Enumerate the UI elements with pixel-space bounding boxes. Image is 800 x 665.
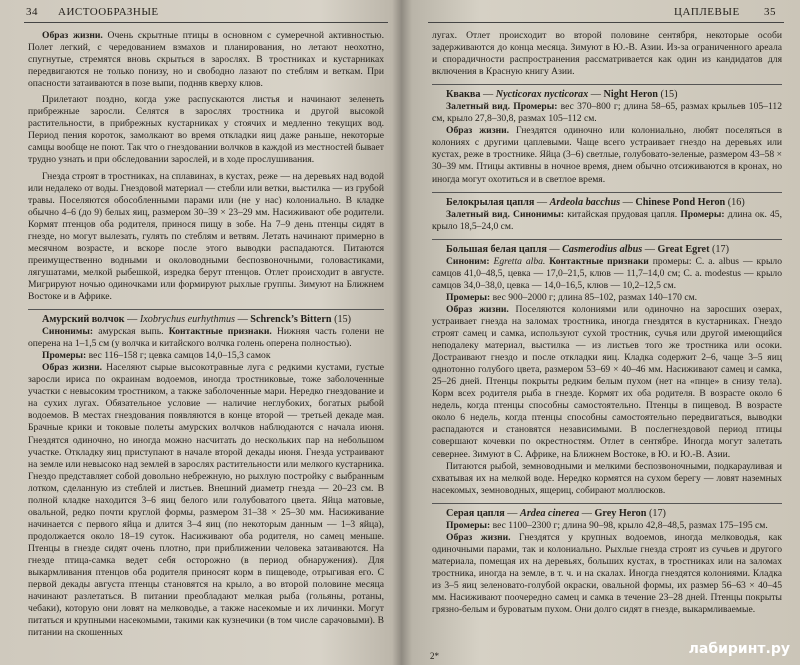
section-divider	[28, 309, 384, 310]
nesting-paragraph: Гнезда строят в тростниках, на сплавинах, в кустах, реже — на деревьях над водой или недалеко от воды. Гнездовой материал — стебли или ветки, выстилка — из грубой травы. Поселяются обособленными парами или (не у нас) колониально. В кладке обычно 4–6 (до 9) белых яиц, размером 30–39 × 23–29 мм. Насиживают обе родители. Кормят птенцов оба родителя, принося пищу в зобе. На 7–9 день птенцы сидят в гнезде, но могут вылезать, гулять по стеблям и ветвям. Летать начинают примерно в месячном возрасте, и вскоре после этого выводки распадаются. Питаются преимущественно водными и околоводными беспозвоночными, головастиками, лягушатами, мелкой рыбешкой, изредка берут птенцов. Отлет происходит в августе. Мигрируют ночью одиночками или формируют рыхлые группы. Зимуют на Ближнем Востоке и в Африке.	[28, 170, 384, 302]
species-name-ru: Кваква	[446, 89, 481, 101]
species-name-en: Great Egret	[657, 243, 710, 255]
lifestyle-text: Гнездятся одиночно или колониально, любят поселяться в колониях с другими цаплевыми. Чаще всего устраивает гнездо на деревьях или кустах, реже в тростнике. Яйца (3–6) светлые, голубовато-зеленые, размером 43–58 × 30–39 мм. Птицы активны в ночное время, днем обычно отсиживаются в кронах, но иногда могут охотиться и в светлое время.	[432, 125, 782, 185]
species-name-en: Chinese Pond Heron	[635, 196, 726, 208]
species-name-latin: Ixobrychus eurhythmus	[139, 314, 236, 326]
lifestyle-text-2: Населяют сырые высокотравные луга с редкими кустами, густые заросли ириса по окраинам водоемов, иногда тростниковые, тоже заболоченные участки с невысоким тростником, а также заболоченные мари. Нередко гнездование и на сухих лугах. Обязательное условие — наличие неглубоких, богатых рыбой водоемов. В местах гнездования появляются в конце второй — третьей декаде мая. Брачные крики и токовые полеты амурских волчков наблюдаются с начала июня. Гнездятся одиночно, но иногда можно насчитать до нескольких пар на небольшом участке. Откладку яиц приступают в начале второй декады июня. Гнезда устраивают на земле или невысоко над землей в зарослях растительности или мелкого кустарника. Гнездо представляет собой довольно небрежную, но рыхлую постройку с выбранным лотком, сделанную из стеблей и листьев. Внешний диаметр гнезда — 20–23 см. В полной кладке находится 3–6 яиц белого или голубоватого цвета. Яйца матовые, овальной, редко почти круглой формы, размером 31–38 × 25–30 мм. Насиживание начинается с первого яйца и длится 3–4 яиц (по некоторым данным — 1–3 яйца), продолжается около 18–19 суток. Насиживают оба родителя, но самец меньше. Птенцы в гнезде сидят очень плотно, при приближении человека затаиваются. На гнезде птица-самка ведет себя осторожно (в период обнаружения). Для выкармливания птенцов оба родителя приносят корм в пищеводе, отрыгивая его. С первой декады августа птенцы становятся на крыло, а во второй половине месяца начинают разлетаться. В питании преобладают мелкая рыба (гольяны, ротаны, чебаки), которую они ловят на мелководье, а также насекомые и их личинки. Могут питаться и крупными насекомыми, такими как кузнечики (в том числе сарачовыми). В питании на скошенных	[28, 362, 384, 639]
section-divider	[432, 239, 782, 240]
features-text: промеры: C. a. albus — крыло самцов 41,0–48,5, цевка — 17,0–21,5, клюв — 11,7–14,0 см; C. a. modestus — крыло самцов 34,0–38,0, цевка — 14,0–16,5, клюв — 10,2–12,5 см.	[432, 255, 783, 291]
signature-mark: 2*	[430, 651, 439, 661]
features-text: Нижняя часть голени не оперена на 1–1,5 см (у волчка и китайского волчка голень оперена полностью).	[28, 326, 384, 350]
species-name-en: Schrenck’s Bittern	[250, 314, 332, 326]
status-label: Залетный вид. Промеры:	[446, 101, 558, 113]
lifestyle-label: Образ жизни.	[446, 531, 511, 543]
right-column	[432, 30, 782, 616]
lifestyle-text: Гнездятся у крупных водоемов, иногда мелководья, как одиночными парами, так и колониально. Рыхлые гнезда строят из сучьев и другого материала, помещая их на деревьях, больших кустах, в тростниках или на заломах тростника, иногда на земле, в т. ч. и на скалах. Иногда гнездятся колониями. Кладка из 3–5 яиц зеленовато-голубой окраски, овальной формы, их размер 56–63 × 40–45 мм. Насиживают поочередно самец и самка в течение 23–28 дней. Птенцы покрыты грязно-белым и буроватым пухом. Они долго сидят в гнезде, выкармливаемые.	[432, 531, 782, 616]
species-name-ru: Большая белая цапля	[446, 243, 547, 255]
species-heading: Кваква — Nycticorax nycticorax — Night Heron (15)	[446, 89, 678, 101]
species-heading: Амурский волчок — Ixobrychus eurhythmus — Schrenck’s Bittern (15)	[42, 314, 352, 326]
running-head-right: ЦАПЛЕВЫЕ	[674, 6, 740, 18]
lifestyle-label: Образ жизни.	[42, 30, 103, 41]
species-plate-number: (17)	[712, 243, 729, 255]
measurements-label: Промеры:	[446, 519, 491, 531]
watermark-logo: лабиринт.ру	[688, 641, 790, 657]
species-name-ru: Амурский волчок	[42, 314, 125, 326]
synonyms-text: китайская прудовая цапля.	[564, 208, 678, 220]
measurements-label: Промеры:	[42, 350, 87, 362]
measurements-label: Промеры:	[446, 291, 491, 303]
species-name-en: Grey Heron	[594, 507, 647, 519]
species-name-en: Night Heron	[603, 89, 658, 101]
measurements-text: вес 370–800 г; длина 58–65, размах крыльев 105–112 см, крыло 27,8–30,8, размах 105–112 см.	[432, 101, 782, 125]
lifestyle-label: Образ жизни.	[446, 125, 510, 137]
species-name-latin: Nycticorax nycticorax	[495, 89, 589, 101]
species-name-latin: Ardea cinerea	[520, 507, 580, 519]
species-heading: Большая белая цапля — Casmerodius albus — Great Egret (17)	[446, 243, 729, 255]
right-page	[412, 0, 800, 665]
page-number-left: 34	[26, 6, 38, 18]
features-label: Контактные признаки	[545, 255, 649, 267]
lifestyle-label-2: Образ жизни.	[42, 362, 103, 374]
lifestyle-text: Очень скрытные птицы в основном с сумеречной активностью. Полет легкий, с чередованием взмахов и планирования, но летают неохотно, спугнутые, стремятся вновь скрыться в зарослях. В тростниках и кустарниках передвигаются не только понизу, но и свободно лазают по стеблям и веткам. При опасности затаиваются в позе выпи, подняв кверху клюв.	[28, 30, 384, 90]
synonyms-text: амурская выпь.	[93, 326, 164, 338]
lifestyle-label: Образ жизни.	[446, 303, 509, 315]
page-number-right: 35	[764, 6, 776, 18]
features-label: Контактные признаки.	[168, 326, 272, 338]
synonyms-label: Синонимы:	[42, 326, 94, 338]
diet-paragraph: Питаются рыбой, земноводными и мелкими беспозвоночными, подкарауливая и схватывая их на мелкой воде. Нередко кормятся на сухом берегу — ловят наземных насекомых, земноводных, ящериц, собирают моллюсков.	[432, 460, 782, 496]
measurements-label: Промеры:	[677, 208, 725, 220]
measurements-text: длина ок. 45, крыло 18,5–24,0 см.	[432, 208, 782, 232]
species-name-ru: Белокрылая цапля	[446, 196, 535, 208]
continued-paragraph: лугах. Отлет происходит во второй половине сентября, некоторые особи задерживаются до конца месяца. Зимуют в Ю.-В. Азии. Из-за ограниченного ареала и спорадичности распространения рассматривается как один из кандидатов для включения в Красную книгу Азии.	[432, 30, 782, 78]
species-name-latin: Casmerodius albus	[562, 243, 643, 255]
synonyms-label: Синоним:	[446, 255, 490, 267]
species-plate-number: (16)	[727, 196, 745, 208]
species-plate-number: (15)	[334, 314, 352, 326]
species-heading: Белокрылая цапля — Ardeola bacchus — Chinese Pond Heron (16)	[446, 196, 745, 208]
section-divider	[432, 84, 782, 85]
species-heading: Серая цапля — Ardea cinerea — Grey Heron (17)	[446, 507, 666, 519]
species-name-latin: Ardeola bacchus	[549, 196, 621, 208]
header-rule-right	[428, 22, 784, 23]
arrival-paragraph: Прилетают поздно, когда уже распускаются листья и начинают зеленеть прибрежные заросли. Селятся в зарослях тростника и другой высокой растительности, в прибрежных кустарниках у стоячих и медленно текущих вод. Период пения короток, замолкают во время откладки яиц даже раньше, некоторые самцы вообще не поют. Так что о гнездовании волчков в каждой из местностей бывает трудно узнать и при обследовании зарослей, и в ходе прослушивания.	[28, 94, 384, 166]
species-plate-number: (17)	[648, 507, 666, 519]
section-divider	[432, 503, 782, 504]
section-divider	[432, 192, 782, 193]
synonyms-text: Egretta alba.	[489, 255, 546, 267]
status-label: Залетный вид. Синонимы:	[446, 208, 565, 220]
running-head-left: АИСТООБРАЗНЫЕ	[58, 6, 159, 18]
measurements-text: вес 900–2000 г; длина 85–102, размах 140–170 см.	[490, 291, 698, 303]
species-name-ru: Серая цапля	[446, 507, 505, 519]
left-column	[28, 30, 384, 639]
header-rule-left	[24, 22, 388, 23]
measurements-text: вес 1100–2300 г; длина 90–98, крыло 42,8–48,5, размах 175–195 см.	[490, 519, 768, 531]
species-plate-number: (15)	[660, 89, 678, 101]
measurements-text: вес 116–158 г; цевка самцов 14,0–15,3 самок	[86, 350, 271, 362]
lifestyle-text: Поселяются колониями или одиночно на заросших озерах, устраивает гнезда на заломах тростника, иногда гнездятся в кустарниках. Гнездо строят самец и самка, используют сухой тростник, сучья или другой имеющийся неподалеку материал, выстилка — из листьев того же тростника или осоки. Достраивают гнездо и после откладки яиц. Кладка содержит 2–6, чаще 3–5 яиц однотонно голубого цвета, размером 53–69 × 40–46 мм. Насиживают самец и самка, 25–26 дней. Птенцы покрыты редким белым пухом (нет на «пнце» в снизу тела). Корм всех родителя рыба в гнезде. Кормят их оба родителя. В возрасте около 6 недель, когда птенцы способны самостоятельно. Птенцы в пищевод. В возрасте около 6 недель, когда птенцы способны самостоятельно передвигаться, выводки распадаются и становятся независимыми. В послегнездовой период птицы совершают кочевки по окрестностям. Отлет в сентябре. Иногда могут залетать севернее. Зимуют в С. Африке, на Ближнем Востоке, в Ю. и Ю.-В. Азии.	[432, 303, 782, 460]
